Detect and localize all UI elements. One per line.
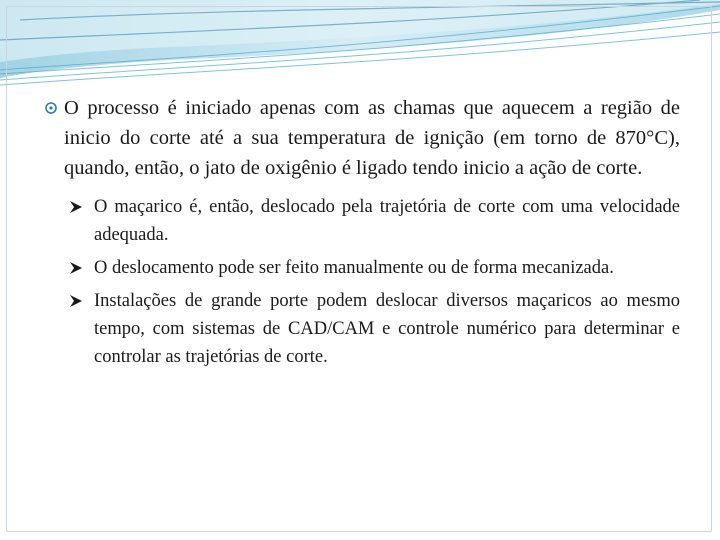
ring-bullet-icon <box>44 101 58 115</box>
sub-bullet-list <box>40 193 680 371</box>
arrow-bullet-icon <box>68 293 84 309</box>
slide-content <box>40 93 680 376</box>
arrow-bullet-icon <box>68 260 84 276</box>
list-item <box>94 254 680 282</box>
list-item-text: Instalações de grande porte podem deslocar diversos maçaricos ao mesmo tempo, com sistemas de CAD/CAM e controle numérico para determinar e controlar as trajetórias de corte. <box>94 291 680 367</box>
list-item <box>94 287 680 371</box>
main-paragraph <box>40 93 680 183</box>
arrow-bullet-icon <box>68 199 84 215</box>
header-wave-decoration <box>0 0 720 95</box>
list-item <box>94 193 680 249</box>
list-item-text: O maçarico é, então, deslocado pela trajetória de corte com uma velocidade adequada. <box>94 197 680 245</box>
list-item-text: O deslocamento pode ser feito manualmente ou de forma mecanizada. <box>94 258 614 278</box>
main-paragraph-text: O processo é iniciado apenas com as chamas que aquecem a região de inicio do corte até a sua temperatura de ignição (em torno de 870°C), quando, então, o jato de oxigênio é ligado tendo inicio a ação de corte. <box>64 97 680 179</box>
